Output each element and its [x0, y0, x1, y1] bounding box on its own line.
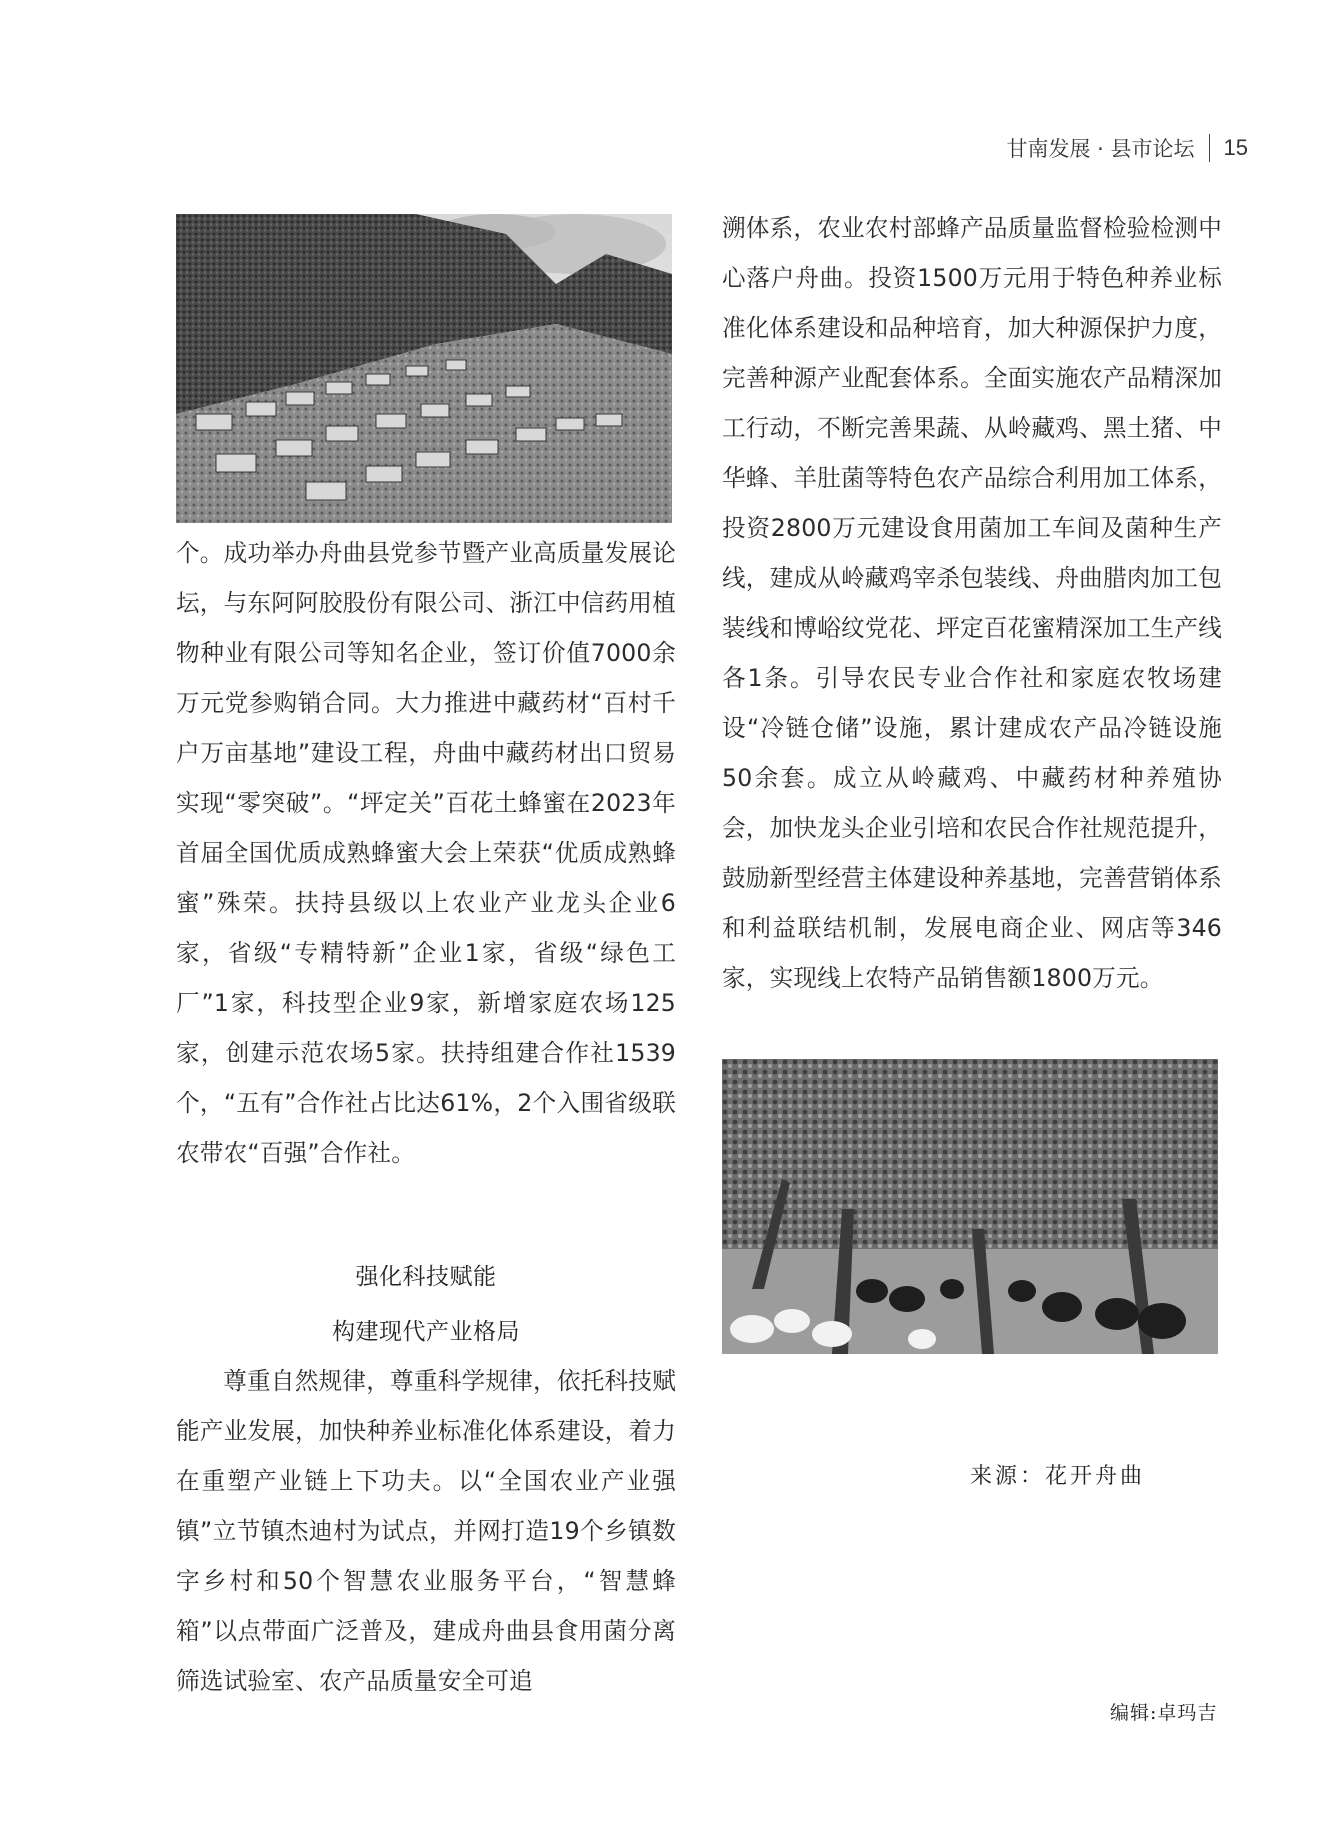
body-paragraph: 个。成功举办舟曲县党参节暨产业高质量发展论坛，与东阿阿胶股份有限公司、浙江中信药用植物种业有限公司等知名企业，签订价值7000余万元党参购销合同。大力推进中藏药材“百村千户万亩基地”建设工程，舟曲中藏药材出口贸易实现“零突破”。“坪定关”百花土蜂蜜在2023年首届全国优质成熟蜂蜜大会上荣获“优质成熟蜂蜜”殊荣。扶持县级以上农业产业龙头企业6家，省级“专精特新”企业1家，省级“绿色工厂”1家，科技型企业9家，新增家庭农场125家，创建示范农场5家。扶持组建合作社1539个，“五有”合作社占比达61%，2个入围省级联农带农“百强”合作社。 — [176, 539, 676, 1167]
beehive-hillside-photo — [176, 214, 672, 523]
page-number: 15 — [1223, 135, 1248, 160]
section-heading-line-2: 构建现代产业格局 — [332, 1319, 520, 1345]
chickens-orchard-photo — [722, 1059, 1218, 1354]
editor-credit: 编辑:卓玛吉 — [1110, 1702, 1218, 1724]
body-paragraph: 尊重自然规律，尊重科学规律，依托科技赋能产业发展，加快种养业标准化体系建设，着力在重塑产业链上下功夫。以“全国农业产业强镇”立节镇杰迪村为试点，并网打造19个乡镇数字乡村和50个智慧农业服务平台，“智慧蜂箱”以点带面广泛普及，建成舟曲县食用菌分离筛选试验室、农产品质量安全可追 — [176, 1367, 676, 1695]
section-title: 甘南发展 · 县市论坛 — [1006, 137, 1195, 161]
section-heading-line-1: 强化科技赋能 — [355, 1264, 497, 1290]
photo-source-credit: 来源：花开舟曲 — [970, 1464, 1146, 1489]
left-column-top-text — [176, 528, 676, 1178]
left-column-bottom-text — [176, 1356, 676, 1706]
header-divider — [1209, 134, 1210, 162]
running-header — [1006, 131, 1248, 165]
right-column-text — [722, 203, 1222, 1003]
body-paragraph: 溯体系，农业农村部蜂产品质量监督检验检测中心落户舟曲。投资1500万元用于特色种养业标准化体系建设和品种培育，加大种源保护力度，完善种源产业配套体系。全面实施农产品精深加工行动，不断完善果蔬、从岭藏鸡、黑土猪、中华蜂、羊肚菌等特色农产品综合利用加工体系，投资2800万元建设食用菌加工车间及菌种生产线，建成从岭藏鸡宰杀包装线、舟曲腊肉加工包装线和博峪纹党花、坪定百花蜜精深加工生产线各1条。引导农民专业合作社和家庭农牧场建设“冷链仓储”设施，累计建成农产品冷链设施50余套。成立从岭藏鸡、中藏药材种养殖协会，加快龙头企业引培和农民合作社规范提升，鼓励新型经营主体建设种养基地，完善营销体系和利益联结机制，发展电商企业、网店等346家，实现线上农特产品销售额1800万元。 — [722, 214, 1222, 992]
